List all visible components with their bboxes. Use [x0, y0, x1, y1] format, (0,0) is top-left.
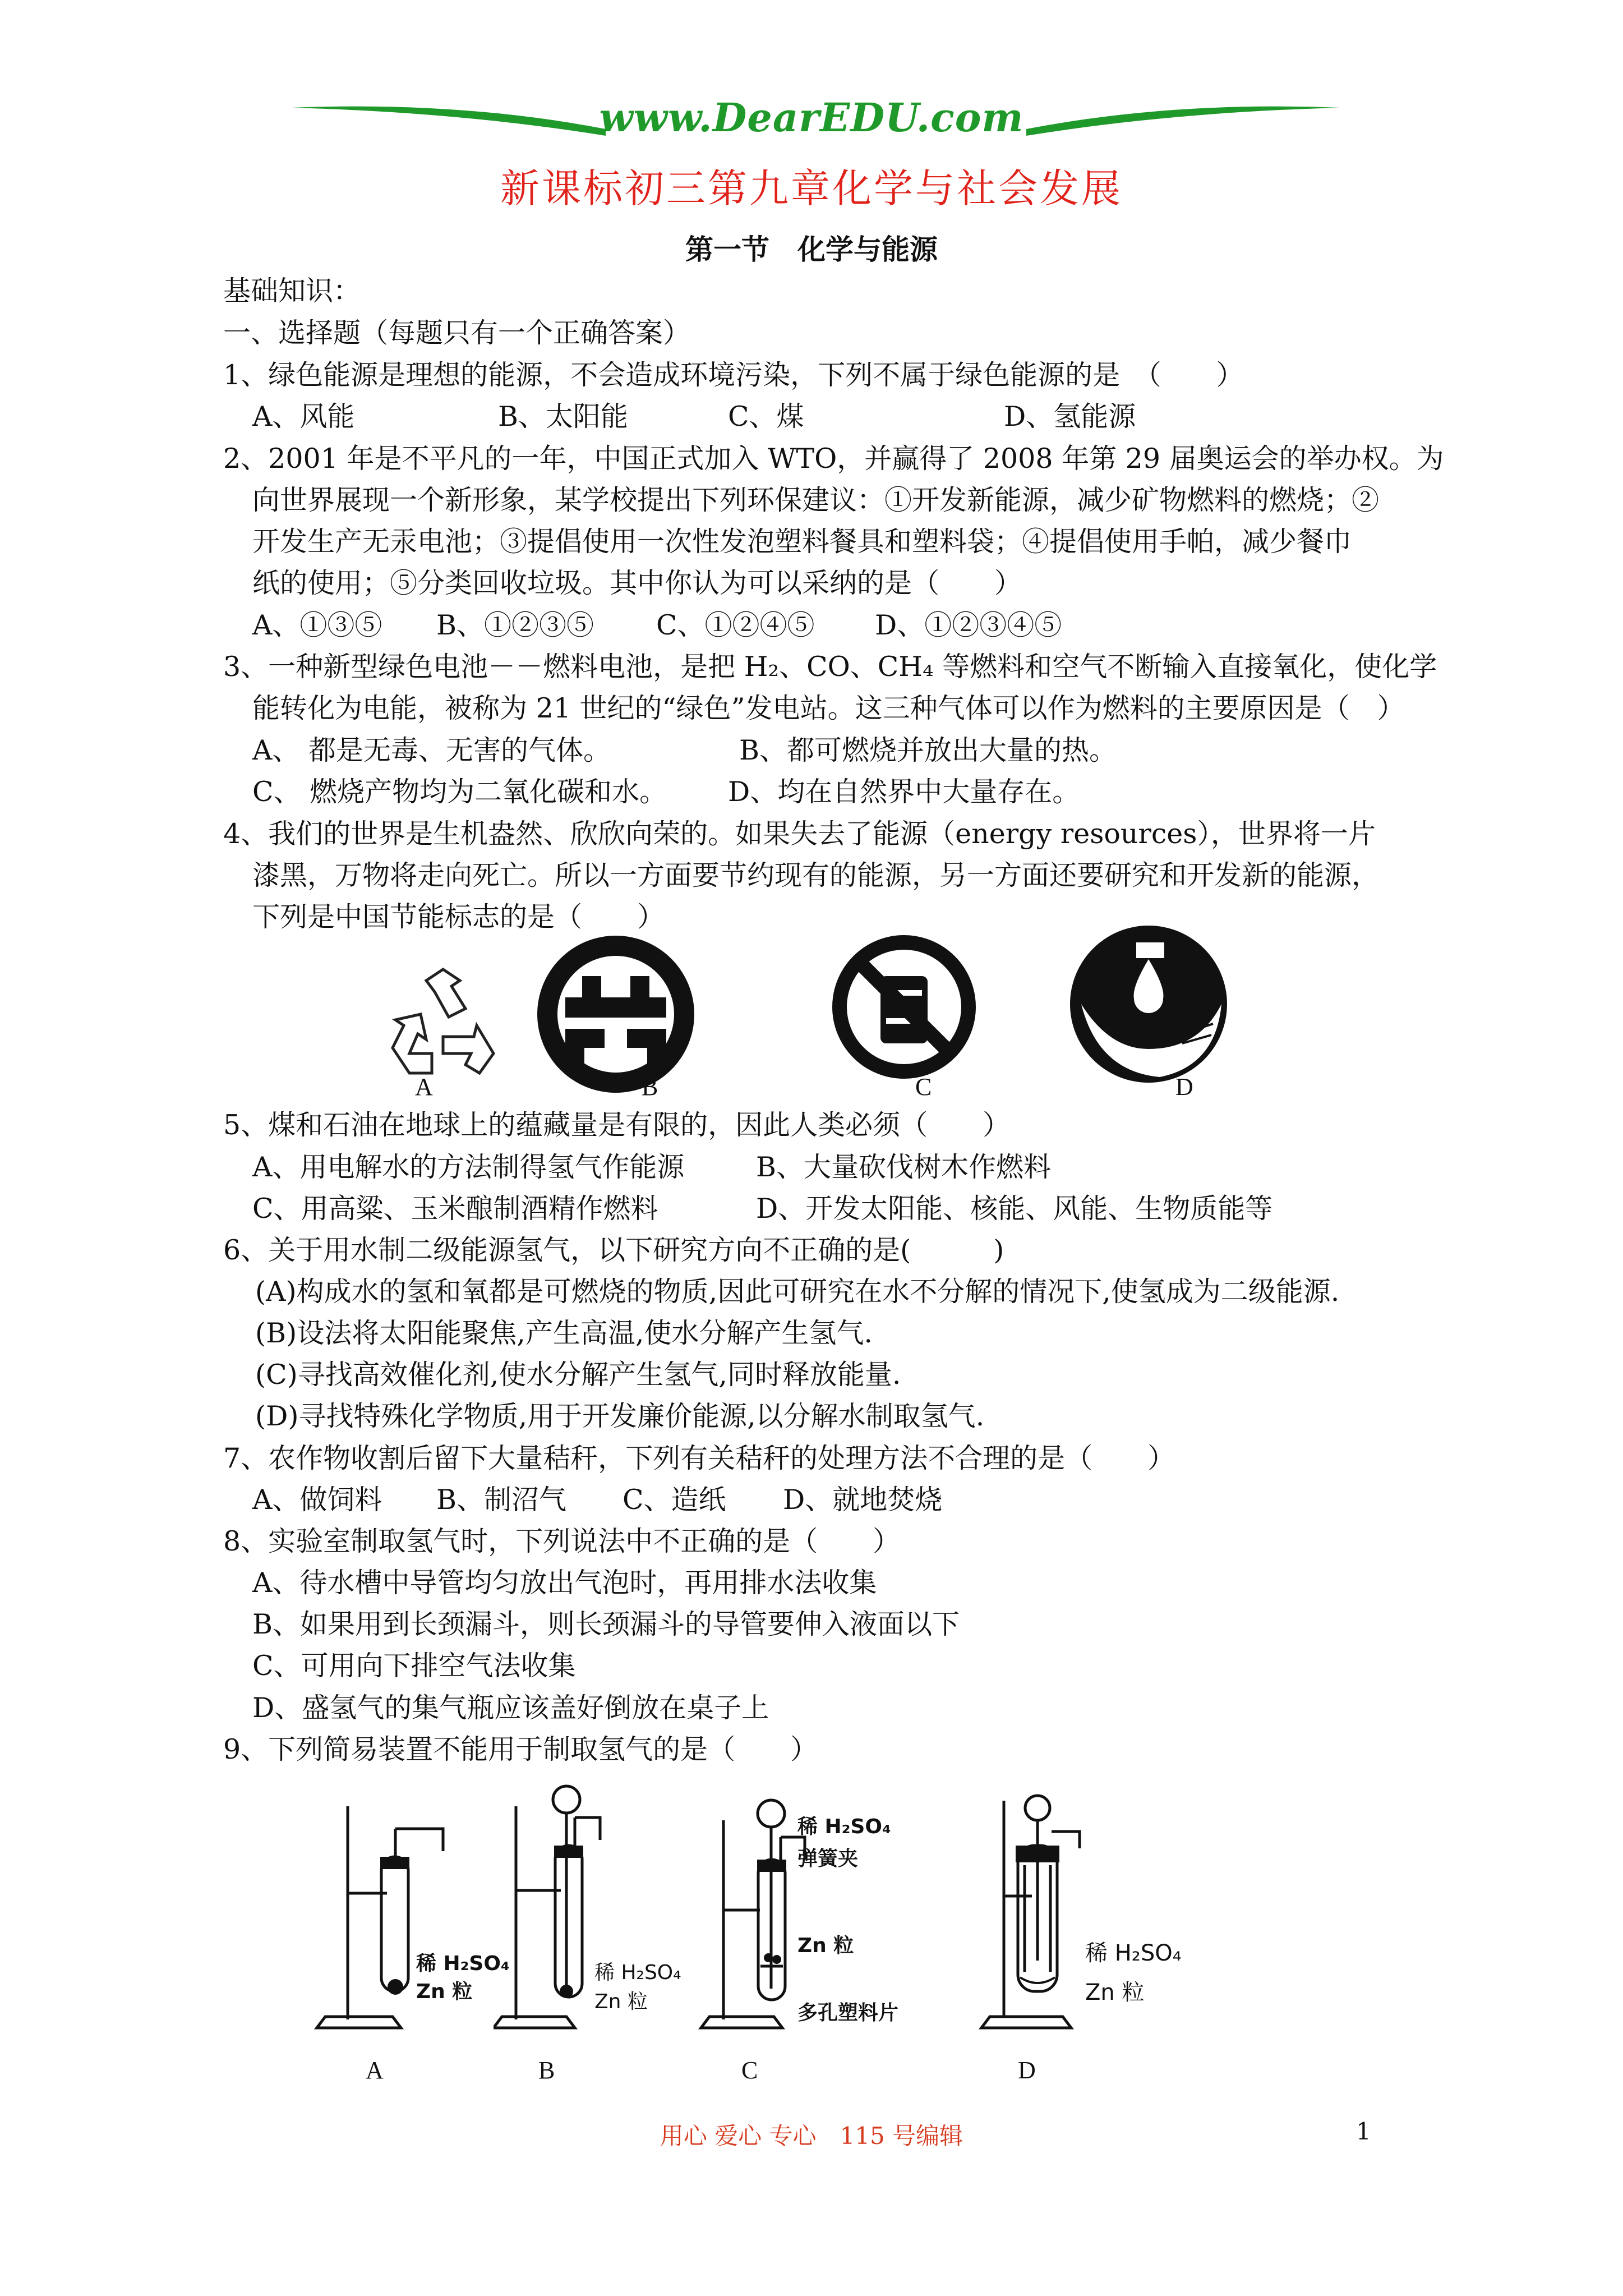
apparatus-b-acid-label: 稀 H₂SO₄: [594, 1961, 681, 1984]
q4-line-2: 漆黑，万物将走向死亡。所以一方面要节约现有的能源，另一方面还要研究和开发新的能源，: [252, 859, 1380, 891]
q9-label-d: D: [1018, 2056, 1036, 2084]
q4-line-1: 4、我们的世界是生机盎然、欣欣向荣的。如果失去了能源（energy resources），世界将一片: [223, 818, 1376, 850]
q6-option-a: (A)构成水的氢和氧都是可燃烧的物质,因此可研究在水不分解的情况下,使氢成为二级能源.: [255, 1276, 1340, 1308]
apparatus-b-zn-label: Zn 粒: [594, 1990, 648, 2013]
q5-stem: 5、煤和石油在地球上的蕴藏量是有限的，因此人类必须（ ）: [223, 1109, 1011, 1141]
q9-label-a: A: [366, 2056, 384, 2084]
apparatus-d-icon: [979, 1792, 1091, 2033]
q2-line-2: 向世界展现一个新形象，某学校提出下列环保建议：①开发新能源，减少矿物燃料的燃烧；②: [252, 484, 1380, 516]
apparatus-c-acid-label: 稀 H₂SO₄: [797, 1815, 891, 1838]
part-heading: 一、选择题（每题只有一个正确答案）: [223, 317, 691, 349]
section-title: 第一节 化学与能源: [685, 233, 938, 266]
apparatus-a-zn-label: Zn 粒: [416, 1980, 473, 2003]
apparatus-d-zn-label: Zn 粒: [1085, 1980, 1145, 2005]
recycle-logo-icon: [381, 964, 505, 1082]
q8-option-d: D、盛氢气的集气瓶应该盖好倒放在桌子上: [252, 1692, 769, 1724]
basic-knowledge-label: 基础知识：: [223, 275, 361, 307]
q8-option-b: B、如果用到长颈漏斗，则长颈漏斗的导管要伸入液面以下: [252, 1608, 960, 1640]
apparatus-c-clamp-label: 弹簧夹: [797, 1847, 859, 1870]
q3-option-c: C、 燃烧产物均为二氧化碳和水。: [252, 776, 667, 808]
q8-stem: 8、实验室制取氢气时，下列说法中不正确的是（ ）: [223, 1525, 901, 1557]
q7-option-b: B、制沼气: [436, 1484, 567, 1516]
apparatus-a-acid-label: 稀 H₂SO₄: [416, 1952, 510, 1975]
q2-line-4: 纸的使用；⑤分类回收垃圾。其中你认为可以采纳的是（ ）: [252, 567, 1022, 599]
q4-label-d: D: [1175, 1073, 1193, 1101]
q2-option-c: C、①②④⑤: [656, 609, 815, 641]
q4-label-a: A: [415, 1073, 433, 1101]
q1-option-d: D、氢能源: [1004, 401, 1136, 432]
q8-option-a: A、待水槽中导管均匀放出气泡时，再用排水法收集: [252, 1567, 877, 1599]
q5-option-d: D、开发太阳能、核能、风能、生物质能等: [756, 1193, 1273, 1225]
q3-option-d: D、均在自然界中大量存在。: [728, 776, 1080, 808]
site-logo: www.DearEDU.com: [599, 94, 1024, 141]
q7-option-a: A、做饲料: [252, 1484, 382, 1516]
q1-option-c: C、煤: [728, 401, 804, 432]
page-title: 新课标初三第九章化学与社会发展: [500, 165, 1123, 211]
q9-stem: 9、下列简易装置不能用于制取氢气的是（ ）: [223, 1733, 818, 1765]
energy-saving-logo-b-icon: [532, 930, 700, 1098]
q3-line-2: 能转化为电能，被称为 21 世纪的“绿色”发电站。这三种气体可以作为燃料的主要原因是（ ）: [252, 692, 1405, 724]
q2-line-3: 开发生产无汞电池；③提倡使用一次性发泡塑料餐具和塑料袋；④提倡使用手帕，减少餐巾: [252, 526, 1352, 558]
q3-option-a: A、 都是无毒、无害的气体。: [252, 734, 611, 766]
q2-option-b: B、①②③⑤: [436, 609, 594, 641]
q6-option-b: (B)设法将太阳能聚焦,产生高温,使水分解产生氢气.: [255, 1317, 873, 1349]
q4-line-3: 下列是中国节能标志的是（ ）: [252, 901, 665, 933]
no-oil-logo-c-icon: [831, 934, 977, 1080]
q6-option-d: (D)寻找特殊化学物质,用于开发廉价能源,以分解水制取氢气.: [255, 1400, 985, 1432]
apparatus-c-plate-label: 多孔塑料片: [797, 2001, 899, 2024]
q7-option-c: C、造纸: [623, 1484, 726, 1516]
apparatus-d-acid-label: 稀 H₂SO₄: [1085, 1940, 1182, 1966]
q2-option-d: D、①②③④⑤: [875, 609, 1062, 641]
q9-label-c: C: [741, 2056, 758, 2084]
q8-option-c: C、可用向下排空气法收集: [252, 1650, 576, 1682]
q2-line-1: 2、2001 年是不平凡的一年，中国正式加入 WTO，并赢得了 2008 年第 29 届奥运会的举办权。为: [223, 443, 1444, 475]
q4-label-c: C: [915, 1073, 932, 1101]
q7-stem: 7、农作物收割后留下大量秸秆，下列有关秸秆的处理方法不合理的是（ ）: [223, 1442, 1175, 1474]
footer-text: 用心 爱心 专心 115 号编辑: [660, 2122, 963, 2150]
q1-option-a: A、风能: [252, 401, 355, 432]
q2-option-a: A、①③⑤: [252, 609, 382, 641]
q5-option-c: C、用高粱、玉米酿制酒精作燃料: [252, 1193, 658, 1225]
q6-stem: 6、关于用水制二级能源氢气，以下研究方向不正确的是( ): [223, 1234, 1004, 1266]
q6-option-c: (C)寻找高效催化剂,使水分解产生氢气,同时释放能量.: [255, 1359, 901, 1391]
q4-label-b: B: [642, 1073, 658, 1101]
q1-stem: 1、绿色能源是理想的能源，不会造成环境污染，下列不属于绿色能源的是 （ ）: [223, 359, 1244, 391]
q9-label-b: B: [538, 2056, 555, 2084]
q5-option-a: A、用电解水的方法制得氢气作能源: [252, 1151, 685, 1183]
q3-option-b: B、都可燃烧并放出大量的热。: [739, 734, 1117, 766]
q1-option-b: B、太阳能: [498, 401, 629, 432]
apparatus-c-zn-label: Zn 粒: [797, 1934, 854, 1957]
q3-line-1: 3、一种新型绿色电池－－燃料电池，是把 H₂、CO、CH₄ 等燃料和空气不断输入直接氧化，使化学: [223, 651, 1437, 683]
water-saving-logo-d-icon: [1064, 920, 1233, 1088]
page-number: 1: [1356, 2118, 1371, 2145]
q7-option-d: D、就地焚烧: [783, 1484, 943, 1516]
q5-option-b: B、大量砍伐树木作燃料: [756, 1151, 1052, 1183]
